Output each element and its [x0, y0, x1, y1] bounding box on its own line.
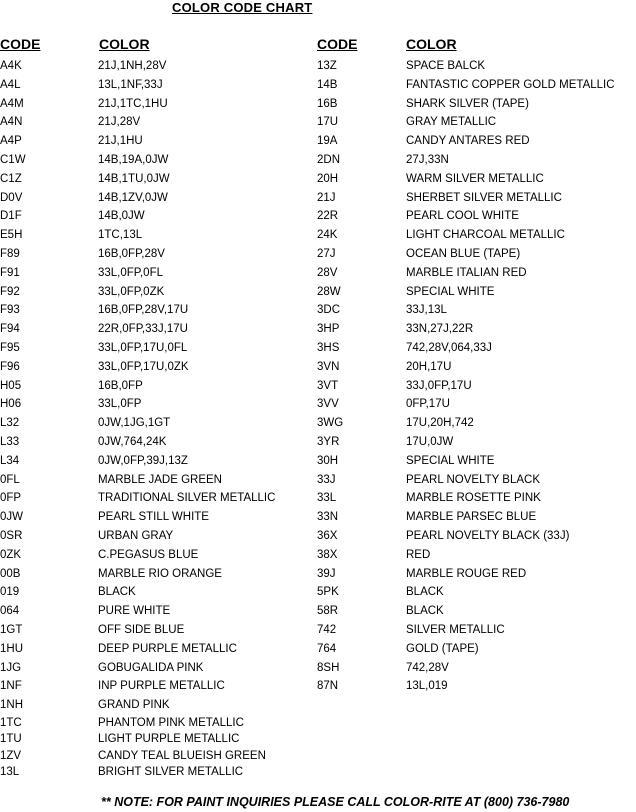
- color-code-row: [317, 339, 636, 358]
- color-code-row: [317, 640, 636, 659]
- color-name: 0JW,764,24K: [98, 435, 167, 448]
- color-code: 33J: [317, 473, 336, 486]
- color-code-row: [0, 151, 310, 170]
- color-code: F94: [0, 323, 20, 336]
- color-code-row: [0, 395, 310, 414]
- color-code-row: [317, 659, 636, 678]
- color-code-row: [317, 565, 636, 584]
- color-code: F96: [0, 360, 20, 373]
- color-code-row: [317, 527, 636, 546]
- color-code: 17U: [317, 116, 339, 129]
- color-code: 0ZK: [0, 548, 22, 561]
- color-code-row: [0, 546, 310, 565]
- color-name: CANDY ANTARES RED: [406, 135, 530, 148]
- color-code-row: [0, 659, 310, 678]
- right-code-header: CODE: [317, 36, 358, 52]
- color-code: 1TC: [0, 716, 22, 729]
- color-code: 16B: [317, 97, 338, 110]
- color-name: 22R,0FP,33J,17U: [98, 323, 188, 336]
- color-name: BLACK: [98, 586, 136, 599]
- color-code: D1F: [0, 210, 22, 223]
- color-name: 20H,17U: [406, 360, 452, 373]
- color-code: 1TU: [0, 733, 22, 746]
- color-code-row: [317, 546, 636, 565]
- color-name: BLACK: [406, 605, 444, 618]
- color-code-row: [0, 377, 310, 396]
- color-code: F89: [0, 247, 20, 260]
- color-code-row: [317, 226, 636, 245]
- color-code: A4L: [0, 78, 21, 91]
- color-name: 16B,0FP: [98, 379, 143, 392]
- color-name: 14B,1TU,0JW: [98, 172, 170, 185]
- color-name: MARBLE RIO ORANGE: [98, 567, 222, 580]
- color-name: 33N,27J,22R: [406, 323, 474, 336]
- color-name: MARBLE ITALIAN RED: [406, 266, 527, 279]
- color-code-row: [317, 452, 636, 471]
- color-code-row: [317, 395, 636, 414]
- color-name: 1TC,13L: [98, 229, 143, 242]
- color-code: 13Z: [317, 60, 337, 72]
- color-code-row: [0, 433, 310, 452]
- color-code: L34: [0, 454, 20, 467]
- color-name: 742,28V: [406, 661, 449, 674]
- color-code: A4N: [0, 116, 23, 129]
- color-code-row: [317, 76, 636, 95]
- color-name: MARBLE ROUGE RED: [406, 567, 527, 580]
- color-name: 33L,0FP,17U,0FL: [98, 341, 188, 354]
- color-name: 16B,0FP,28V: [98, 247, 165, 260]
- color-code-row: [317, 95, 636, 114]
- color-name: GRAND PINK: [98, 699, 170, 712]
- color-name: INP PURPLE METALLIC: [98, 680, 225, 693]
- color-code: F91: [0, 266, 20, 279]
- color-code: 28V: [317, 266, 338, 279]
- color-name: 33L,0FP,0ZK: [98, 285, 165, 298]
- color-name: GOLD (TAPE): [406, 642, 479, 655]
- color-code-row: [317, 377, 636, 396]
- color-code-row: [317, 621, 636, 640]
- color-name: C.PEGASUS BLUE: [98, 548, 199, 561]
- color-code: 24K: [317, 229, 338, 242]
- color-code-row: [0, 696, 310, 715]
- color-name: OFF SIDE BLUE: [98, 623, 185, 636]
- color-code-row: [0, 452, 310, 471]
- color-code-row: [0, 76, 310, 95]
- right-color-list: [317, 57, 636, 696]
- color-code: 30H: [317, 454, 339, 467]
- color-code-row: [317, 471, 636, 490]
- color-code-row: [0, 471, 310, 490]
- color-code: H06: [0, 398, 22, 411]
- color-code: 19A: [317, 135, 338, 148]
- color-code: 742: [317, 623, 337, 636]
- color-name: PEARL COOL WHITE: [406, 210, 519, 223]
- color-name: 14B,0JW: [98, 210, 145, 223]
- color-code: L33: [0, 435, 20, 448]
- color-name: 13L,1NF,33J: [98, 78, 163, 91]
- color-code: 00B: [0, 567, 21, 580]
- color-code-row: [0, 283, 310, 302]
- color-code: L32: [0, 417, 20, 430]
- color-code-row: [0, 189, 310, 208]
- color-code: 22R: [317, 210, 339, 223]
- color-code: 0FP: [0, 492, 22, 505]
- color-name: GOBUGALIDA PINK: [98, 661, 204, 674]
- color-code: 3WG: [317, 417, 344, 430]
- color-code-row: [0, 320, 310, 339]
- color-name: MARBLE ROSETTE PINK: [406, 492, 541, 505]
- color-code: A4K: [0, 60, 22, 72]
- color-code: 1NH: [0, 699, 24, 712]
- color-code: 064: [0, 605, 20, 618]
- color-name: PEARL NOVELTY BLACK: [406, 473, 541, 486]
- color-name: 21J,1TC,1HU: [98, 97, 168, 110]
- color-code-row: [0, 95, 310, 114]
- color-name: DEEP PURPLE METALLIC: [98, 642, 237, 655]
- color-name: BRIGHT SILVER METALLIC: [98, 766, 244, 779]
- color-code: 3HS: [317, 341, 340, 354]
- color-name: PHANTOM PINK METALLIC: [98, 716, 244, 729]
- color-name: 0JW,1JG,1GT: [98, 417, 171, 430]
- color-code: 3VV: [317, 398, 339, 411]
- color-name: PEARL NOVELTY BLACK (33J): [406, 529, 570, 542]
- color-name: PEARL STILL WHITE: [98, 511, 209, 524]
- color-code-row: [0, 602, 310, 621]
- color-name: 17U,20H,742: [406, 417, 474, 430]
- color-name: 27J,33N: [406, 153, 449, 166]
- color-code-row: [317, 320, 636, 339]
- color-code: 87N: [317, 680, 339, 693]
- color-code: F92: [0, 285, 20, 298]
- color-code-row: [0, 414, 310, 433]
- color-code: 3VN: [317, 360, 340, 373]
- color-code-row: [0, 748, 310, 764]
- color-name: 14B,19A,0JW: [98, 153, 169, 166]
- color-name: SPACE BALCK: [406, 60, 486, 72]
- color-code: 20H: [317, 172, 339, 185]
- color-name: 21J,1HU: [98, 135, 143, 148]
- color-code-row: [317, 489, 636, 508]
- left-color-header: COLOR: [99, 36, 150, 52]
- color-name: 14B,1ZV,0JW: [98, 191, 168, 204]
- color-code: 27J: [317, 247, 336, 260]
- color-name: 17U,0JW: [406, 435, 454, 448]
- color-code-row: [317, 508, 636, 527]
- color-name: RED: [406, 548, 431, 561]
- color-code: D0V: [0, 191, 23, 204]
- color-code: 28W: [317, 285, 341, 298]
- color-code: 33N: [317, 511, 339, 524]
- color-code: 0SR: [0, 529, 23, 542]
- color-code-row: [0, 170, 310, 189]
- color-code-row: [0, 677, 310, 696]
- color-name: 742,28V,064,33J: [406, 341, 492, 354]
- color-code-row: [317, 151, 636, 170]
- color-name: FANTASTIC COPPER GOLD METALLIC: [406, 78, 615, 91]
- color-code-row: [317, 57, 636, 76]
- color-code-row: [0, 132, 310, 151]
- color-name: CANDY TEAL BLUEISH GREEN: [98, 749, 266, 762]
- color-code: 2DN: [317, 153, 341, 166]
- color-code-row: [0, 245, 310, 264]
- color-code: F93: [0, 304, 20, 317]
- color-code-row: [0, 358, 310, 377]
- color-name: BLACK: [406, 586, 444, 599]
- color-name: LIGHT PURPLE METALLIC: [98, 733, 240, 746]
- color-code-row: [317, 433, 636, 452]
- color-code: 1HU: [0, 642, 24, 655]
- color-code-row: [0, 764, 310, 780]
- color-code-row: [317, 245, 636, 264]
- color-code: 1GT: [0, 623, 23, 636]
- color-code-row: [0, 113, 310, 132]
- color-name: PURE WHITE: [98, 605, 171, 618]
- color-code-row: [317, 283, 636, 302]
- right-color-header: COLOR: [406, 36, 457, 52]
- color-code: 58R: [317, 605, 339, 618]
- color-code: E5H: [0, 229, 23, 242]
- color-name: MARBLE PARSEC BLUE: [406, 511, 537, 524]
- left-code-header: CODE: [0, 36, 41, 52]
- color-code-row: [0, 527, 310, 546]
- color-name: 33J,13L: [406, 304, 447, 317]
- color-code-row: [317, 677, 636, 696]
- color-code-row: [0, 583, 310, 602]
- color-name: TRADITIONAL SILVER METALLIC: [98, 492, 276, 505]
- color-code: C1Z: [0, 172, 22, 185]
- color-code: 764: [317, 642, 337, 655]
- color-name: WARM SILVER METALLIC: [406, 172, 544, 185]
- left-color-list: [0, 57, 310, 780]
- color-code-row: [317, 207, 636, 226]
- color-name: 33L,0FP,17U,0ZK: [98, 360, 189, 373]
- color-name: LIGHT CHARCOAL METALLIC: [406, 229, 565, 242]
- color-code: 33L: [317, 492, 337, 505]
- color-code-row: [317, 113, 636, 132]
- color-name: URBAN GRAY: [98, 529, 174, 542]
- color-name: 0JW,0FP,39J,13Z: [98, 454, 188, 467]
- color-code: A4P: [0, 135, 22, 148]
- color-code: 3HP: [317, 323, 340, 336]
- color-code: 0JW: [0, 511, 23, 524]
- color-code-row: [317, 602, 636, 621]
- color-name: 21J,1NH,28V: [98, 60, 167, 72]
- color-code: 39J: [317, 567, 336, 580]
- color-name: 33L,0FP,0FL: [98, 266, 164, 279]
- paint-inquiry-note: ** NOTE: FOR PAINT INQUIRIES PLEASE CALL COLOR-RITE AT (800) 736-7980: [101, 795, 570, 809]
- color-code: F95: [0, 341, 20, 354]
- color-code-row: [0, 207, 310, 226]
- color-code: 5PK: [317, 586, 339, 599]
- color-code: 8SH: [317, 661, 340, 674]
- color-code: 21J: [317, 191, 336, 204]
- color-name: SPECIAL WHITE: [406, 454, 495, 467]
- color-code: 3YR: [317, 435, 340, 448]
- color-code: 019: [0, 586, 20, 599]
- color-code: 14B: [317, 78, 338, 91]
- color-code: A4M: [0, 97, 24, 110]
- color-code: 36X: [317, 529, 338, 542]
- color-code-row: [317, 264, 636, 283]
- color-code-row: [0, 264, 310, 283]
- color-code-row: [0, 565, 310, 584]
- color-code-row: [317, 132, 636, 151]
- color-code-row: [0, 226, 310, 245]
- color-code: 1ZV: [0, 749, 22, 762]
- chart-title: COLOR CODE CHART: [172, 0, 313, 15]
- color-code-row: [0, 508, 310, 527]
- color-name: MARBLE JADE GREEN: [98, 473, 222, 486]
- color-code: 38X: [317, 548, 338, 561]
- color-name: 16B,0FP,28V,17U: [98, 304, 189, 317]
- color-code-row: [317, 170, 636, 189]
- color-name: SPECIAL WHITE: [406, 285, 495, 298]
- color-name: 13L,019: [406, 680, 448, 693]
- color-code-row: [317, 583, 636, 602]
- color-name: 33J,0FP,17U: [406, 379, 472, 392]
- color-name: 33L,0FP: [98, 398, 142, 411]
- color-code: 3DC: [317, 304, 341, 317]
- color-code: 1NF: [0, 680, 22, 693]
- color-code-row: [0, 715, 310, 731]
- color-code: C1W: [0, 153, 26, 166]
- color-code: 3VT: [317, 379, 339, 392]
- color-code-row: [317, 189, 636, 208]
- color-name: SILVER METALLIC: [406, 623, 505, 636]
- color-code-row: [0, 57, 310, 76]
- color-name: 21J,28V: [98, 116, 141, 129]
- color-code-row: [0, 489, 310, 508]
- color-code-row: [317, 301, 636, 320]
- color-code-row: [0, 621, 310, 640]
- color-code-row: [0, 301, 310, 320]
- color-name: GRAY METALLIC: [406, 116, 497, 129]
- color-code-row: [317, 414, 636, 433]
- color-code-row: [0, 640, 310, 659]
- color-code: 0FL: [0, 473, 20, 486]
- color-name: 0FP,17U: [406, 398, 450, 411]
- color-code: H05: [0, 379, 22, 392]
- color-name: OCEAN BLUE (TAPE): [406, 247, 521, 260]
- color-code-row: [0, 339, 310, 358]
- color-code: 1JG: [0, 661, 22, 674]
- color-code-row: [317, 358, 636, 377]
- color-code: 13L: [0, 766, 20, 779]
- color-name: SHARK SILVER (TAPE): [406, 97, 529, 110]
- color-code-row: [0, 731, 310, 747]
- color-name: SHERBET SILVER METALLIC: [406, 191, 562, 204]
